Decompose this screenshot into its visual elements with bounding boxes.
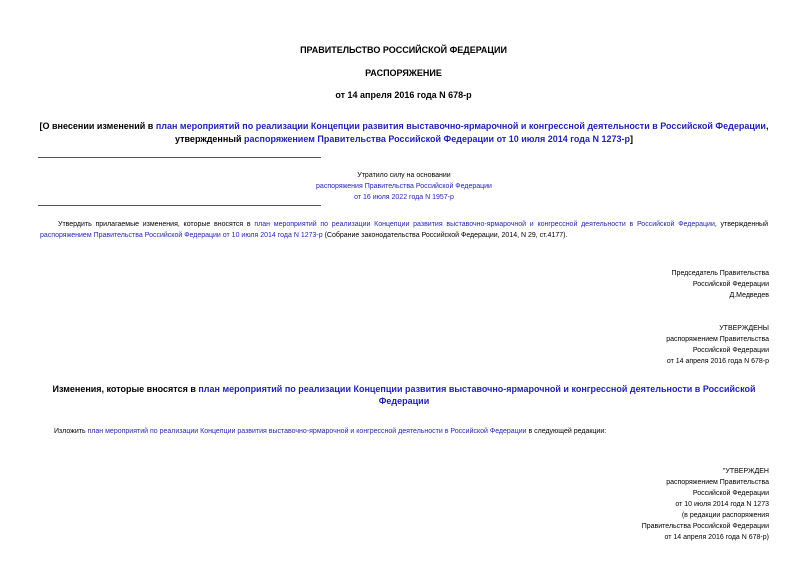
instruction-paragraph [54,426,774,437]
title-order-link[interactable]: распоряжением Правительства Российской Федерации от 10 июля 2014 года N 1273-р [244,134,630,144]
divider-top [38,157,321,158]
approved-stamp-2-line6: Правительства Российской Федерации [641,523,769,530]
signature-block [549,268,769,301]
approval-suffix: (Собрание законодательства Российской Федерации, 2014, N 29, ст.4177). [322,232,568,239]
approved-stamp-1-line3: Российской Федерации [692,347,769,354]
signature-country-line: Российской Федерации [692,281,769,288]
approved-stamp-2-line5: (в редакции распоряжения [681,512,769,519]
approved-stamp-2 [549,466,769,543]
instruction-plan-link[interactable]: план мероприятий по реализации Концепции развития выставочно-ярмарочной и конгрессной деятельности в Российской Федерации [87,428,527,435]
changes-heading-plan-link[interactable]: план мероприятий по реализации Концепции развития выставочно-ярмарочной и конгрессной деятельности в Российской Федерации [198,384,756,406]
approval-order-link[interactable]: распоряжением Правительства Российской Федерации от 10 июля 2014 года N 1273-р [40,232,323,239]
approved-stamp-1-line2: распоряжением Правительства [666,336,769,343]
changes-heading-prefix: Изменения, которые вносятся в [52,384,199,394]
instruction-prefix: Изложить [54,428,88,435]
divider-bottom [38,205,321,206]
approved-stamp-1-heading: УТВЕРЖДЕНЫ [719,325,769,332]
changes-heading [30,383,778,407]
expired-order-link[interactable]: распоряжения Правительства Российской Федерации [316,183,492,190]
document-type-heading: РАСПОРЯЖЕНИЕ [365,68,442,78]
government-heading: ПРАВИТЕЛЬСТВО РОССИЙСКОЙ ФЕДЕРАЦИИ [300,45,507,55]
approved-stamp-1-line4: от 14 апреля 2016 года N 678-р [666,358,769,365]
approval-plan-link[interactable]: план мероприятий по реализации Концепции развития выставочно-ярмарочной и конгрессной деятельности в Российской Федерации [254,221,715,228]
instruction-suffix: в следующей редакции: [526,428,607,435]
approved-stamp-1 [549,323,769,367]
document-date-number: от 14 апреля 2016 года N 678-р [335,90,472,100]
document-title [30,120,778,146]
approved-stamp-2-line4: от 10 июля 2014 года N 1273 [675,501,769,508]
signature-name: Д.Медведев [729,292,769,299]
expired-notice [280,170,528,203]
expired-order-date-link[interactable]: от 16 июля 2022 года N 1957-р [354,194,454,201]
title-suffix: ] [630,134,633,144]
title-middle: , утвержденный [175,121,769,144]
approval-prefix: Утвердить прилагаемые изменения, которые вносятся в [58,221,255,228]
approved-stamp-2-line2: распоряжением Правительства [666,479,769,486]
approved-stamp-2-heading: "УТВЕРЖДЕН [722,468,769,475]
expired-notice-text: Утратило силу на основании [357,172,451,179]
title-prefix: [О внесении изменений в [39,121,156,131]
approved-stamp-2-line3: Российской Федерации [692,490,769,497]
signature-title-line: Председатель Правительства [671,270,769,277]
title-plan-link[interactable]: план мероприятий по реализации Концепции развития выставочно-ярмарочной и конгрессной деятельности в Российской Федерации [155,121,766,131]
approved-stamp-2-line7: от 14 апреля 2016 года N 678-р) [664,534,769,541]
approval-middle: , утвержденный [714,221,769,228]
approval-paragraph [40,219,768,241]
